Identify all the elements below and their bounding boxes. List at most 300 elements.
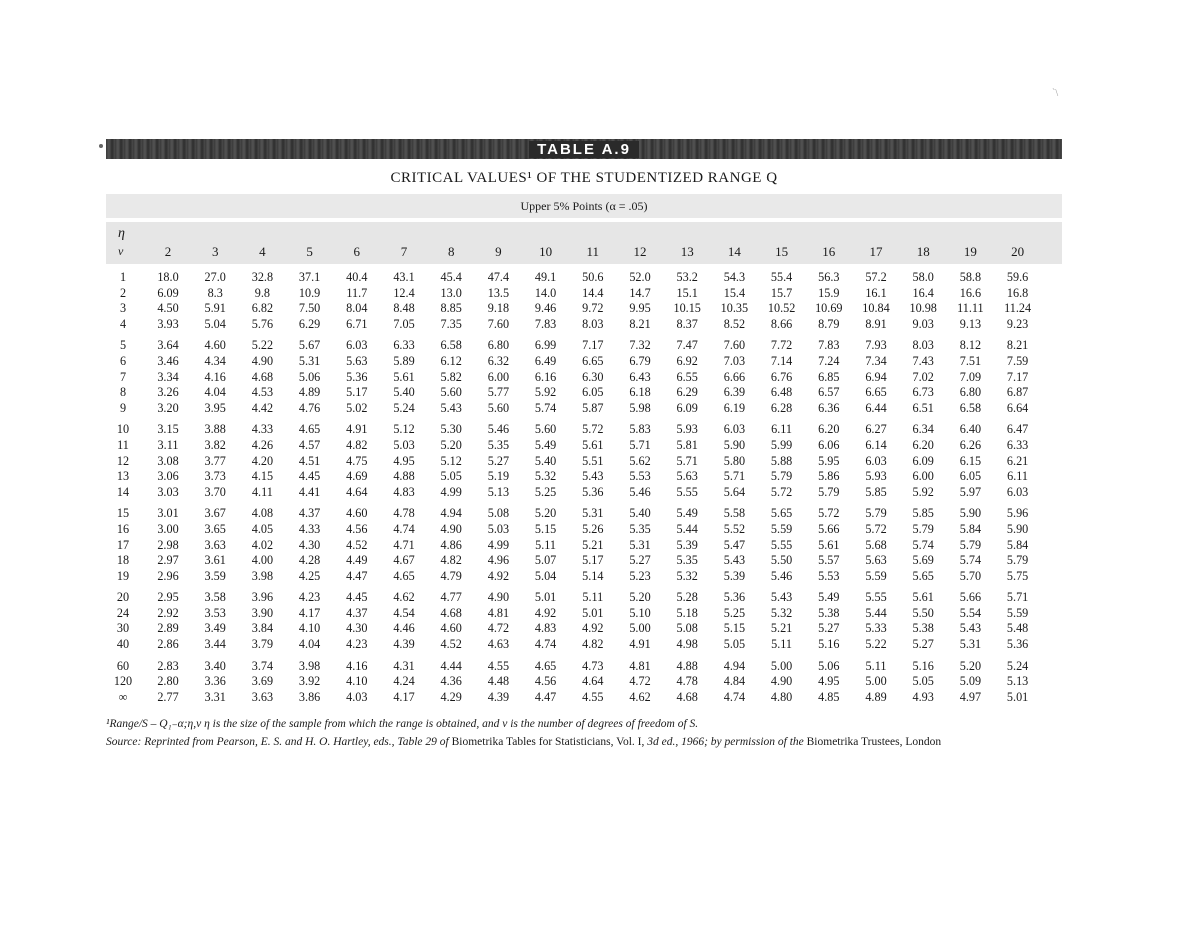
table-cell: 3.86 — [298, 689, 321, 704]
column-header: 9 — [495, 244, 502, 259]
table-cell: 6.29 — [676, 385, 698, 400]
row-label-nu: 11 — [117, 437, 129, 452]
table-cell: 8.85 — [440, 301, 462, 316]
table-cell: 4.92 — [582, 621, 604, 636]
table-row — [106, 301, 1062, 317]
table-cell: 5.60 — [487, 400, 510, 415]
table-cell: 2.80 — [157, 674, 179, 689]
table-cell: 3.77 — [204, 453, 226, 468]
table-cell: 27.0 — [204, 270, 226, 284]
table-cell: 4.64 — [582, 674, 604, 689]
table-cell: 6.14 — [865, 437, 887, 452]
table-cell: 5.24 — [393, 400, 415, 415]
table-cell: 5.90 — [1006, 521, 1029, 536]
table-cell: 7.59 — [1006, 353, 1029, 368]
table-cell: 6.09 — [157, 285, 179, 300]
table-cell: 7.60 — [723, 338, 746, 353]
table-cell: 7.51 — [959, 353, 982, 368]
table-cell: 4.79 — [440, 568, 462, 583]
table-cell: 13.5 — [487, 285, 510, 300]
table-cell: 5.61 — [582, 437, 604, 452]
table-cell: 5.49 — [534, 437, 557, 452]
table-cell: 4.64 — [346, 484, 368, 499]
table-cell: 3.36 — [204, 674, 226, 689]
table-cell: 4.20 — [251, 453, 274, 468]
table-cell: 5.11 — [771, 637, 793, 652]
table-cell: 6.87 — [1006, 385, 1029, 400]
table-cell: 5.72 — [582, 422, 604, 437]
table-cell: 3.64 — [157, 338, 179, 353]
table-cell: 3.63 — [251, 689, 274, 704]
table-cell: 3.92 — [298, 674, 321, 689]
row-label-nu: 15 — [116, 506, 130, 521]
table-cell: 5.93 — [676, 422, 698, 437]
column-header: 5 — [306, 244, 313, 259]
row-label-nu: 2 — [119, 285, 127, 300]
table-cell: 6.03 — [865, 453, 887, 468]
table-cell: 6.26 — [959, 437, 982, 452]
table-cell: 3.79 — [251, 637, 274, 652]
table-cell: 3.93 — [157, 316, 179, 331]
table-row — [106, 438, 1062, 454]
table-cell: 6.92 — [676, 353, 698, 368]
table-cell: 6.00 — [912, 469, 934, 484]
table-cell: 9.72 — [582, 301, 604, 316]
table-cell: 58.0 — [912, 270, 934, 284]
table-cell: 4.76 — [298, 400, 321, 415]
column-header: 12 — [633, 244, 647, 259]
table-cell: 5.35 — [487, 437, 510, 452]
table-cell: 5.32 — [534, 469, 557, 484]
table-cell: 6.43 — [629, 369, 651, 384]
table-cell: 4.39 — [487, 689, 510, 704]
table-cell: 5.23 — [629, 568, 651, 583]
table-cell: 5.40 — [534, 453, 557, 468]
table-label: TABLE A.9 — [529, 141, 639, 158]
table-cell: 6.73 — [912, 385, 934, 400]
table-cell: 10.52 — [767, 301, 796, 316]
table-cell: 10.69 — [815, 301, 843, 316]
table-cell: 4.42 — [251, 400, 274, 415]
table-cell: 13.0 — [440, 285, 462, 300]
table-cell: 5.12 — [393, 422, 415, 437]
footnote: ¹Range/S – Q₁₋α;η,ν η is the size of the sample from which the range is obtained, and ν is the number of degrees of freedom of S. — [106, 718, 699, 730]
table-cell: 5.32 — [770, 605, 793, 620]
table-cell: 4.90 — [487, 590, 510, 605]
table-cell: 4.84 — [723, 674, 746, 689]
column-header: 14 — [727, 244, 741, 259]
table-cell: 5.65 — [770, 506, 793, 521]
table-cell: 5.36 — [346, 369, 368, 384]
table-cell: 5.27 — [487, 453, 510, 468]
table-cell: 5.13 — [487, 484, 510, 499]
table-cell: 5.84 — [959, 521, 982, 536]
table-cell: 3.67 — [204, 506, 226, 521]
table-cell: 3.63 — [204, 537, 226, 552]
table-cell: 5.74 — [959, 553, 982, 568]
table-cell: 4.15 — [251, 469, 274, 484]
table-cell: 4.73 — [582, 658, 604, 673]
table-cell: 5.50 — [912, 605, 934, 620]
column-header: 17 — [869, 244, 883, 259]
table-cell: 4.37 — [298, 506, 321, 521]
table-cell: 7.14 — [770, 353, 793, 368]
table-cell: 6.33 — [1006, 437, 1029, 452]
table-cell: 6.05 — [582, 385, 604, 400]
table-cell: 4.17 — [298, 605, 321, 620]
table-cell: 7.60 — [487, 316, 510, 331]
table-cell: 5.61 — [818, 537, 840, 552]
table-cell: 15.7 — [770, 285, 793, 300]
row-label-nu: 20 — [116, 590, 130, 605]
table-cell: 5.36 — [723, 590, 746, 605]
table-row — [106, 538, 1062, 554]
source-note — [106, 736, 1066, 748]
table-cell: 5.44 — [865, 605, 887, 620]
nu-symbol: ν — [118, 244, 124, 258]
table-row — [106, 385, 1062, 401]
row-label-nu: 60 — [116, 658, 130, 673]
table-cell: 4.30 — [346, 621, 368, 636]
table-cell: 4.10 — [346, 674, 368, 689]
table-cell: 5.15 — [723, 621, 746, 636]
table-cell: 9.8 — [254, 285, 270, 300]
table-cell: 4.05 — [251, 521, 274, 536]
table-row — [106, 569, 1062, 585]
table-cell: 3.88 — [204, 422, 226, 437]
table-cell: 3.58 — [204, 590, 226, 605]
table-cell: 7.09 — [959, 369, 982, 384]
table-cell: 6.76 — [770, 369, 793, 384]
table-cell: 5.52 — [723, 521, 746, 536]
table-cell: 4.98 — [676, 637, 698, 652]
table-cell: 5.44 — [676, 521, 698, 536]
table-cell: 5.77 — [487, 385, 510, 400]
table-cell: 4.89 — [865, 689, 887, 704]
row-label-nu: 7 — [119, 369, 127, 384]
table-cell: 6.40 — [959, 422, 982, 437]
table-cell: 5.58 — [723, 506, 746, 521]
table-cell: 5.84 — [1006, 537, 1029, 552]
table-cell: 9.95 — [629, 301, 651, 316]
table-cell: 8.04 — [346, 301, 368, 316]
table-cell: 5.14 — [582, 568, 604, 583]
table-cell: 8.91 — [865, 316, 887, 331]
table-cell: 3.69 — [251, 674, 274, 689]
table-cell: 5.67 — [298, 338, 321, 353]
row-label-nu: 12 — [116, 453, 130, 468]
table-cell: 6.20 — [912, 437, 934, 452]
table-cell: 5.50 — [770, 553, 793, 568]
row-label-nu: 10 — [116, 422, 130, 437]
table-cell: 32.8 — [251, 270, 274, 284]
table-cell: 4.55 — [582, 689, 604, 704]
table-cell: 4.53 — [251, 385, 274, 400]
table-cell: 5.38 — [818, 605, 840, 620]
table-cell: 8.3 — [207, 285, 223, 300]
table-cell: 5.89 — [393, 353, 415, 368]
table-cell: 3.53 — [204, 605, 226, 620]
table-cell: 5.13 — [1006, 674, 1029, 689]
table-cell: 5.74 — [534, 400, 557, 415]
table-cell: 4.83 — [534, 621, 557, 636]
table-cell: 7.32 — [629, 338, 651, 353]
column-header: 7 — [400, 244, 408, 259]
table-cell: 4.11 — [251, 484, 273, 499]
table-cell: 5.40 — [393, 385, 415, 400]
table-cell: 43.1 — [393, 270, 415, 284]
table-cell: 4.62 — [629, 689, 651, 704]
table-cell: 3.00 — [157, 521, 179, 536]
table-cell: 9.46 — [534, 301, 557, 316]
table-cell: 5.80 — [723, 453, 746, 468]
table-cell: 4.50 — [157, 301, 179, 316]
table-cell: 5.22 — [865, 637, 887, 652]
table-row — [106, 590, 1062, 606]
table-cell: 5.57 — [818, 553, 840, 568]
table-cell: 5.46 — [629, 484, 651, 499]
table-cell: 4.88 — [393, 469, 415, 484]
table-row — [106, 370, 1062, 386]
table-cell: 6.06 — [818, 437, 840, 452]
table-cell: 5.31 — [629, 537, 651, 552]
table-cell: 5.99 — [770, 437, 793, 452]
table-cell: 6.44 — [865, 400, 887, 415]
scan-mark: `\ — [1052, 88, 1059, 99]
table-cell: 6.85 — [818, 369, 840, 384]
table-cell: 2.98 — [157, 537, 179, 552]
row-label-nu: 8 — [119, 385, 127, 400]
table-cell: 3.49 — [204, 621, 226, 636]
column-header: 13 — [680, 244, 694, 259]
table-cell: 6.21 — [1006, 453, 1029, 468]
table-cell: 5.32 — [676, 568, 698, 583]
table-cell: 5.17 — [346, 385, 368, 400]
column-header: 18 — [916, 244, 930, 259]
table-cell: 5.63 — [676, 469, 698, 484]
table-cell: 5.15 — [534, 521, 557, 536]
source-mid: Biometrika Tables for Statisticians, Vol. I, — [451, 736, 648, 748]
table-row — [106, 338, 1062, 354]
table-cell: 4.68 — [676, 689, 698, 704]
table-cell: 5.20 — [440, 437, 462, 452]
table-cell: 6.33 — [393, 338, 415, 353]
table-cell: 5.30 — [440, 422, 462, 437]
table-cell: 6.30 — [582, 369, 604, 384]
table-cell: 50.6 — [582, 270, 604, 284]
table-cell: 5.95 — [818, 453, 840, 468]
table-cell: 5.88 — [770, 453, 793, 468]
table-cell: 6.36 — [818, 400, 840, 415]
table-cell: 8.03 — [912, 338, 934, 353]
table-cell: 5.27 — [629, 553, 651, 568]
table-cell: 4.85 — [818, 689, 840, 704]
table-cell: 47.4 — [487, 270, 510, 284]
table-cell: 5.38 — [912, 621, 934, 636]
table-cell: 2.77 — [157, 689, 179, 704]
table-cell: 5.01 — [1006, 689, 1029, 704]
table-cell: 3.01 — [157, 506, 179, 521]
row-label-nu: 5 — [119, 338, 127, 353]
table-row — [106, 485, 1062, 501]
table-cell: 3.46 — [157, 353, 179, 368]
table-cell: 10.98 — [909, 301, 937, 316]
table-body — [106, 270, 1062, 705]
table-cell: 14.7 — [629, 285, 651, 300]
table-cell: 7.43 — [912, 353, 934, 368]
table-cell: 5.66 — [818, 521, 840, 536]
table-row — [106, 454, 1062, 470]
table-cell: 4.60 — [440, 621, 462, 636]
table-cell: 5.72 — [818, 506, 840, 521]
table-cell: 4.57 — [298, 437, 321, 452]
table-cell: 5.31 — [582, 506, 604, 521]
table-cell: 7.93 — [865, 338, 887, 353]
table-cell: 4.48 — [487, 674, 510, 689]
table-cell: 4.28 — [298, 553, 321, 568]
table-cell: 4.49 — [346, 553, 368, 568]
table-cell: 5.04 — [534, 568, 557, 583]
table-cell: 5.65 — [912, 568, 934, 583]
table-cell: 6.34 — [912, 422, 934, 437]
row-label-nu: 40 — [116, 637, 130, 652]
table-cell: 5.39 — [676, 537, 698, 552]
table-row — [106, 621, 1062, 637]
row-label-nu: 16 — [116, 521, 130, 536]
table-cell: 6.28 — [770, 400, 793, 415]
table-cell: 7.72 — [770, 338, 793, 353]
table-cell: 7.34 — [865, 353, 887, 368]
table-cell: 4.99 — [487, 537, 510, 552]
table-cell: 5.08 — [487, 506, 510, 521]
table-cell: 3.06 — [157, 469, 179, 484]
table-cell: 14.4 — [582, 285, 604, 300]
table-cell: 5.35 — [676, 553, 698, 568]
table-cell: 6.15 — [959, 453, 982, 468]
table-banner — [106, 139, 1062, 159]
table-cell: 4.93 — [912, 689, 934, 704]
table-cell: 5.35 — [629, 521, 651, 536]
table-cell: 4.80 — [770, 689, 793, 704]
table-cell: 5.02 — [346, 400, 368, 415]
table-cell: 5.54 — [959, 605, 982, 620]
table-cell: 5.06 — [818, 658, 840, 673]
table-cell: 6.12 — [440, 353, 462, 368]
table-cell: 4.65 — [393, 568, 415, 583]
table-cell: 4.74 — [534, 637, 557, 652]
table-cell: 5.59 — [865, 568, 887, 583]
table-cell: 6.27 — [865, 422, 887, 437]
table-cell: 6.57 — [818, 385, 840, 400]
table-cell: 5.21 — [582, 537, 604, 552]
table-cell: 4.86 — [440, 537, 462, 552]
row-label-nu: 24 — [116, 605, 130, 620]
table-cell: 4.82 — [440, 553, 462, 568]
source-prefix: Source: Reprinted from Pearson, E. S. and H. O. Hartley, eds., Table 29 of — [106, 736, 452, 748]
table-cell: 5.36 — [582, 484, 604, 499]
table-cell: 5.79 — [959, 537, 982, 552]
table-cell: 4.90 — [251, 353, 274, 368]
table-cell: 5.98 — [629, 400, 651, 415]
table-cell: 4.91 — [346, 422, 368, 437]
table-cell: 5.55 — [676, 484, 698, 499]
table-row — [106, 317, 1062, 333]
table-cell: 6.48 — [770, 385, 793, 400]
table-cell: 7.02 — [912, 369, 934, 384]
scan-speck — [99, 144, 103, 148]
table-cell: 4.72 — [629, 674, 651, 689]
column-header: 20 — [1011, 244, 1025, 259]
table-cell: 5.69 — [912, 553, 934, 568]
table-row — [106, 506, 1062, 522]
table-cell: 5.61 — [912, 590, 934, 605]
table-cell: 6.39 — [723, 385, 746, 400]
table-cell: 5.85 — [865, 484, 887, 499]
table-cell: 3.96 — [251, 590, 274, 605]
table-cell: 45.4 — [440, 270, 462, 284]
table-cell: 4.17 — [393, 689, 415, 704]
row-label-nu: 30 — [116, 621, 130, 636]
table-cell: 4.63 — [487, 637, 510, 652]
table-cell: 6.03 — [1006, 484, 1029, 499]
table-cell: 5.66 — [959, 590, 982, 605]
table-cell: 6.51 — [912, 400, 934, 415]
table-cell: 2.89 — [157, 621, 179, 636]
table-cell: 7.83 — [818, 338, 840, 353]
table-cell: 3.26 — [157, 385, 179, 400]
table-cell: 16.1 — [865, 285, 887, 300]
table-cell: 4.65 — [534, 658, 557, 673]
table-cell: 5.92 — [534, 385, 557, 400]
table-cell: 5.33 — [865, 621, 887, 636]
table-cell: 6.09 — [676, 400, 698, 415]
table-cell: 5.47 — [723, 537, 746, 552]
table-cell: 5.59 — [770, 521, 793, 536]
table-cell: 5.90 — [959, 506, 982, 521]
table-cell: 11.11 — [957, 301, 984, 316]
table-cell: 5.74 — [912, 537, 934, 552]
table-cell: 5.55 — [770, 537, 793, 552]
table-cell: 4.26 — [251, 437, 274, 452]
table-cell: 3.65 — [204, 521, 226, 536]
table-cell: 4.97 — [959, 689, 982, 704]
table-cell: 4.60 — [346, 506, 368, 521]
table-cell: 8.21 — [629, 316, 651, 331]
table-cell: 4.16 — [346, 658, 368, 673]
row-label-nu: 3 — [119, 301, 127, 316]
table-cell: 4.82 — [582, 637, 604, 652]
table-cell: 2.96 — [157, 568, 179, 583]
table-cell: 4.37 — [346, 605, 368, 620]
table-row — [106, 637, 1062, 653]
row-label-nu: 6 — [119, 353, 127, 368]
table-cell: 4.72 — [487, 621, 510, 636]
table-cell: 5.53 — [818, 568, 840, 583]
table-cell: 4.10 — [298, 621, 321, 636]
table-cell: 5.43 — [959, 621, 982, 636]
table-cell: 6.05 — [959, 469, 982, 484]
table-cell: 57.2 — [865, 270, 887, 284]
table-row — [106, 354, 1062, 370]
table-cell: 5.86 — [818, 469, 840, 484]
table-cell: 5.25 — [534, 484, 557, 499]
table-cell: 3.61 — [204, 553, 226, 568]
table-cell: 3.95 — [204, 400, 226, 415]
table-cell: 6.71 — [346, 316, 368, 331]
table-cell: 8.37 — [676, 316, 698, 331]
table-cell: 5.43 — [582, 469, 604, 484]
table-cell: 5.55 — [865, 590, 887, 605]
